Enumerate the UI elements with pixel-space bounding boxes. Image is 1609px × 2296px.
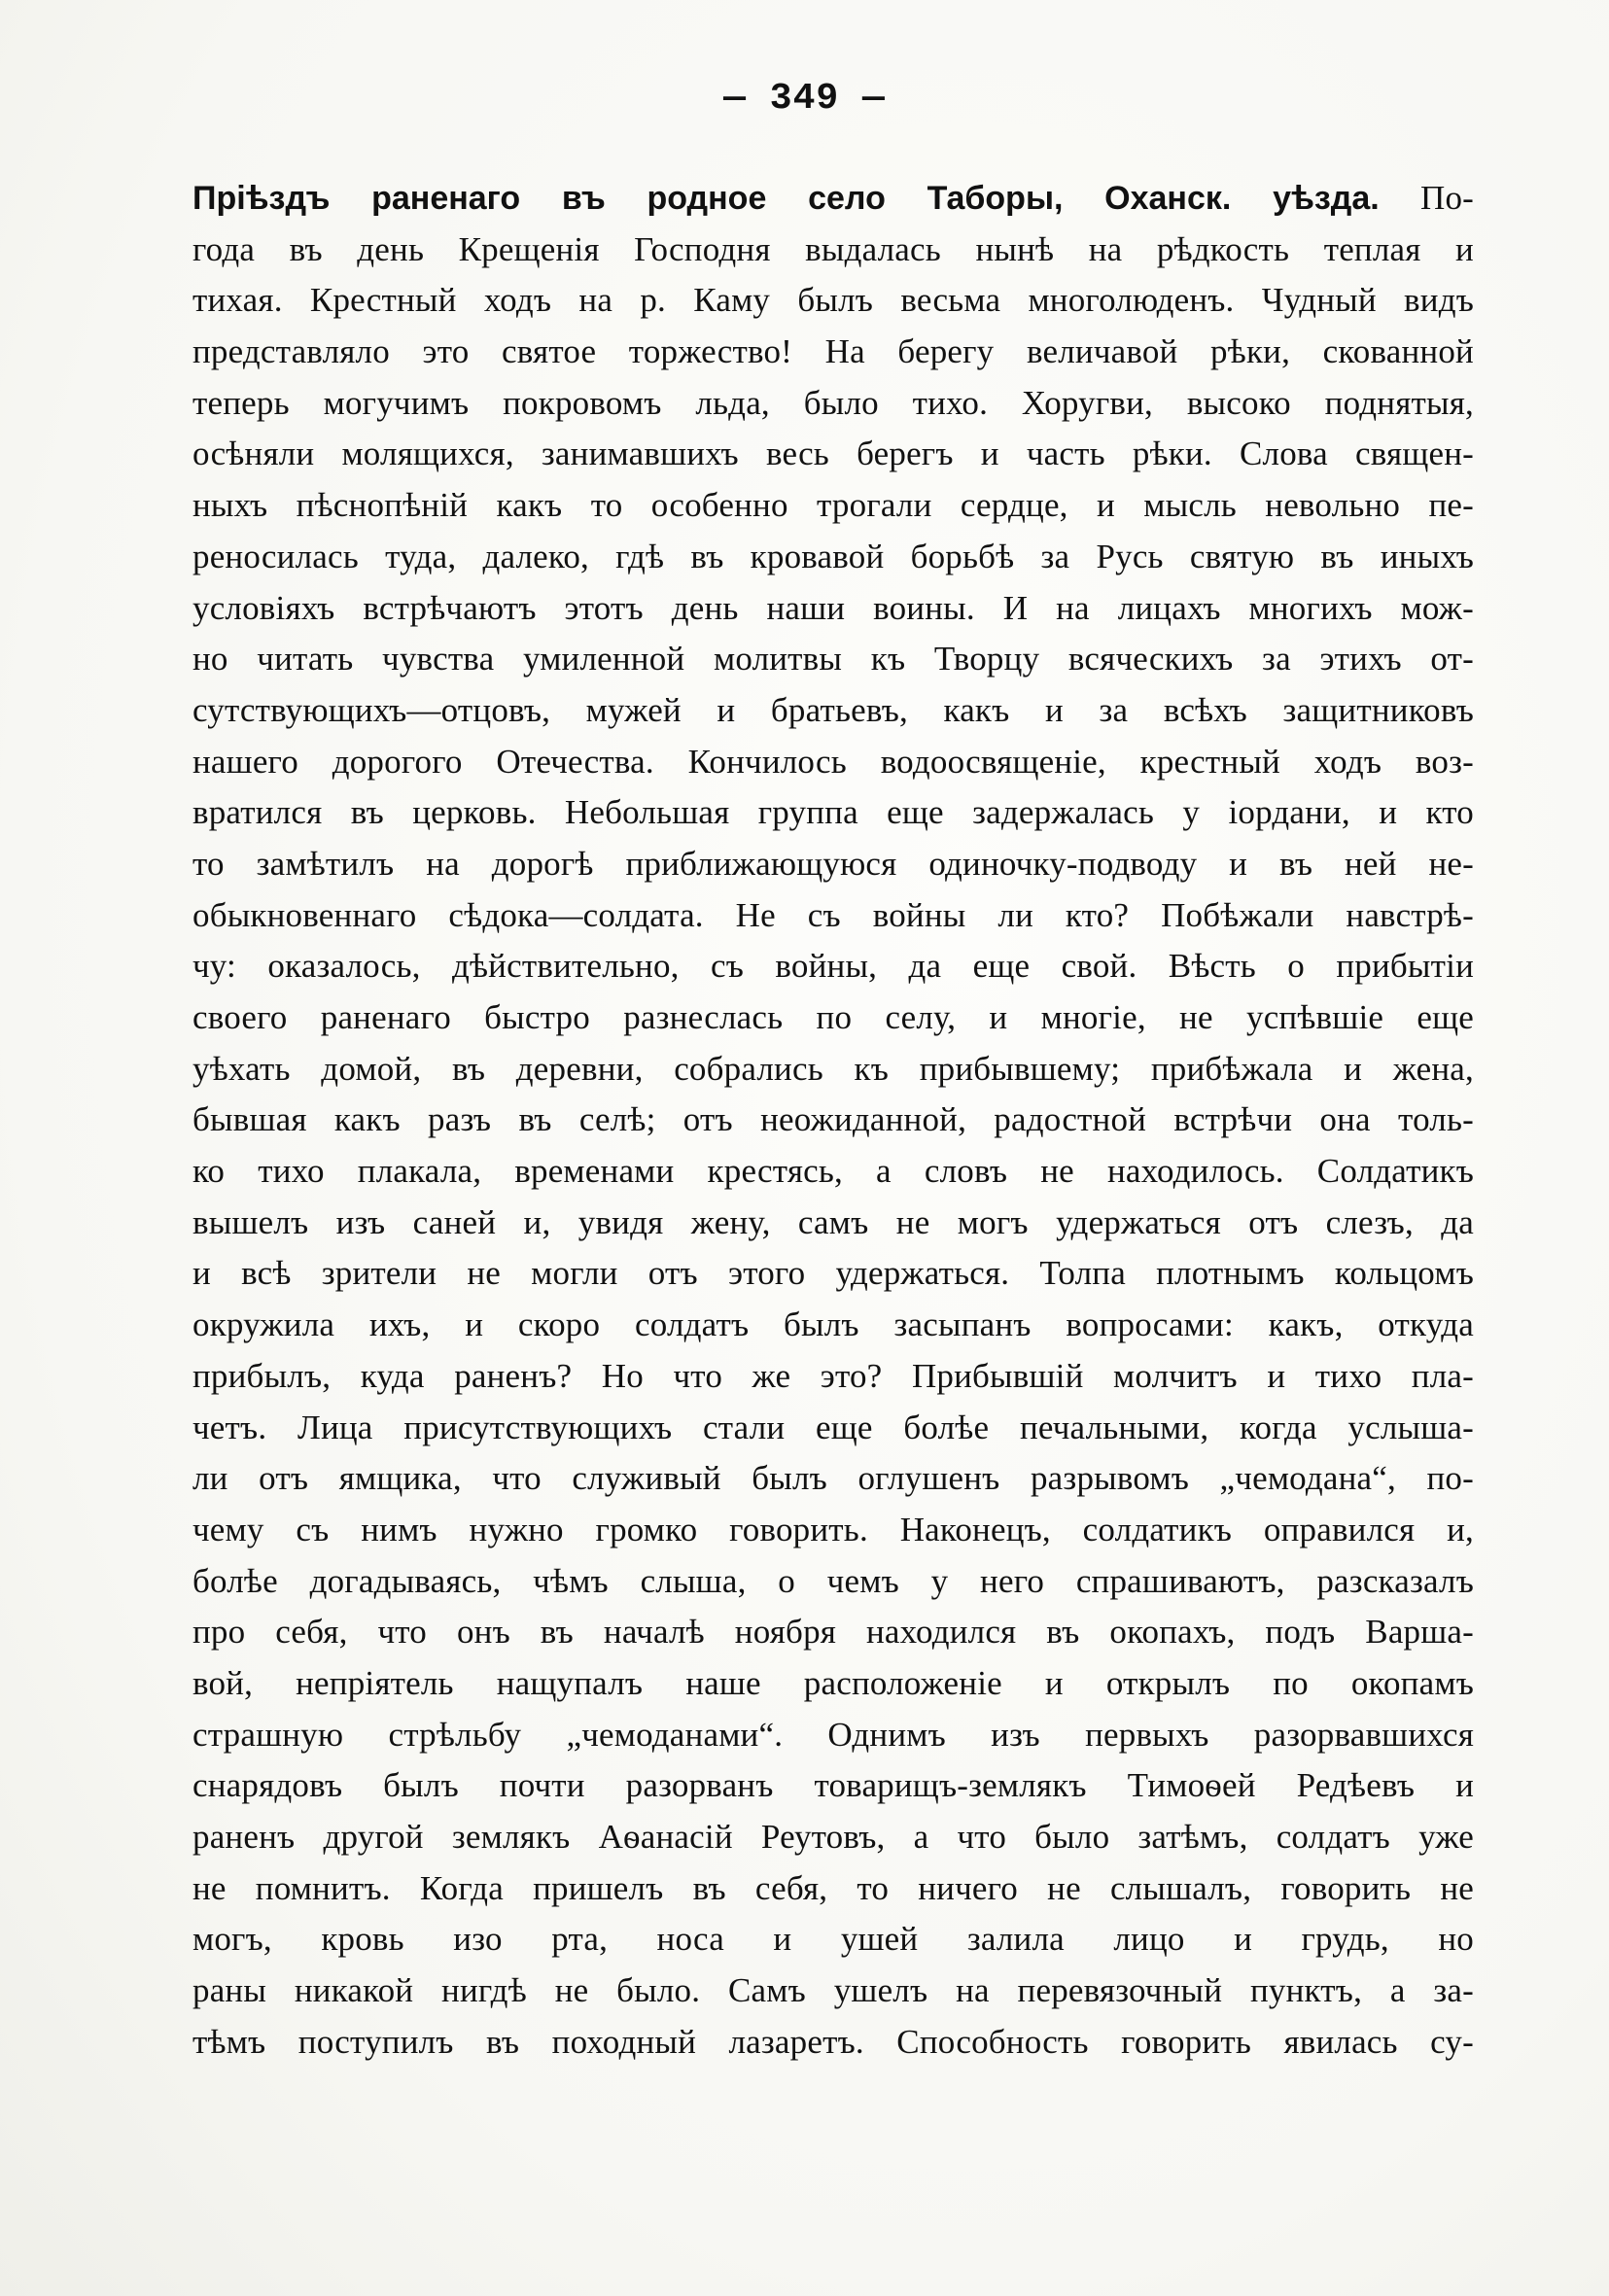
text-line: ли отъ ямщика, что служивый былъ оглушенъ разрывомъ „чемодана“, по- [192,1459,1474,1498]
text-line: осѣняли молящихся, занимавшихъ весь берегъ и часть рѣки. Слова священ- [192,435,1474,473]
text-line: ныхъ пѣснопѣній какъ то особенно трогали сердце, и мысль невольно пе- [192,486,1474,525]
text-line: чу: оказалось, дѣйствительно, съ войны, да еще свой. Вѣсть о прибытіи [192,947,1474,986]
article [192,173,1474,2068]
text-line: но читать чувства умиленной молитвы къ Творцу всяческихъ за этихъ от- [192,640,1474,678]
text-line: могъ, кровь изо рта, носа и ушей залила лицо и грудь, но [192,1920,1474,1959]
text-line: вратился въ церковь. Небольшая группа еще задержалась у іордани, и кто [192,793,1474,832]
text-line: болѣе догадываясь, чѣмъ слыша, о чемъ у него спрашиваютъ, разсказалъ [192,1561,1474,1600]
text-line: тихая. Крестный ходъ на р. Каму былъ весьма многолюденъ. Чудный видъ [192,281,1474,320]
text-line: раны никакой нигдѣ не было. Самъ ушелъ на перевязочный пунктъ, а за- [192,1971,1474,2010]
text-line: про себя, что онъ въ началѣ ноября находился въ окопахъ, подъ Варша- [192,1613,1474,1652]
article-title: Пріѣздъ раненаго въ родное село Таборы, Оханск. уѣзда. [192,180,1380,217]
text-line: страшную стрѣльбу „чемоданами“. Однимъ изъ первыхъ разорвавшихся [192,1715,1474,1754]
text-line: представляло это святое торжество! На берегу величавой рѣки, скованной [192,332,1474,371]
text-line: чему съ нимъ нужно громко говорить. Наконецъ, солдатикъ оправился и, [192,1510,1474,1548]
text-line: условіяхъ встрѣчаютъ этотъ день наши воины. И на лицахъ многихъ мож- [192,588,1474,627]
text-line: уѣхать домой, въ деревни, собрались къ прибывшему; прибѣжала и жена, [192,1049,1474,1088]
text-line: то замѣтилъ на дорогѣ приближающуюся одиночку-подводу и въ ней не- [192,844,1474,883]
text-line: обыкновеннаго сѣдока—солдата. Не съ войны ли кто? Побѣжали навстрѣ- [192,895,1474,934]
text-line: четъ. Лица присутствующихъ стали еще болѣе печальными, когда услыша- [192,1408,1474,1446]
text-line: раненъ другой землякъ Аѳанасій Реутовъ, а что было затѣмъ, солдатъ уже [192,1818,1474,1856]
text-line: бывшая какъ разъ въ селѣ; отъ неожиданной, радостной встрѣчи она толь- [192,1100,1474,1139]
text-line: вой, непріятель нащупалъ наше расположеніе и открылъ по окопамъ [192,1663,1474,1702]
text-line: окружила ихъ, и скоро солдатъ былъ засыпанъ вопросами: какъ, откуда [192,1305,1474,1344]
text-line: своего раненаго быстро разнеслась по селу, и многіе, не успѣвшіе еще [192,998,1474,1036]
page-number: — 349 — [723,78,886,120]
text-line: теперь могучимъ покровомъ льда, было тихо. Хоругви, высоко поднятыя, [192,383,1474,422]
text-line: ко тихо плакала, временами крестясь, а словъ не находилось. Солдатикъ [192,1152,1474,1191]
text-line: не помнитъ. Когда пришелъ въ себя, то ничего не слышалъ, говорить не [192,1868,1474,1907]
text-line: прибылъ, куда раненъ? Но что же это? Прибывшій молчитъ и тихо пла- [192,1356,1474,1395]
text-line: вышелъ изъ саней и, увидя жену, самъ не могъ удержаться отъ слезъ, да [192,1202,1474,1241]
text-line: нашего дорогого Отечества. Кончилось водоосвященіе, крестный ходъ воз- [192,742,1474,781]
text-line: снарядовъ былъ почти разорванъ товарищъ-землякъ Тимоѳей Редѣевъ и [192,1766,1474,1805]
text-line [192,173,1474,225]
text-line: реносилась туда, далеко, гдѣ въ кровавой борьбѣ за Русь святую въ иныхъ [192,537,1474,575]
text-line-content: По- [1419,179,1474,217]
text-line: тѣмъ поступилъ въ походный лазаретъ. Способность говорить явилась су- [192,2022,1474,2061]
text-line: и всѣ зрители не могли отъ этого удержаться. Толпа плотнымъ кольцомъ [192,1254,1474,1293]
text-line: сутствующихъ—отцовъ, мужей и братьевъ, какъ и за всѣхъ защитниковъ [192,690,1474,729]
text-line: года въ день Крещенія Господня выдалась нынѣ на рѣдкость теплая и [192,229,1474,268]
